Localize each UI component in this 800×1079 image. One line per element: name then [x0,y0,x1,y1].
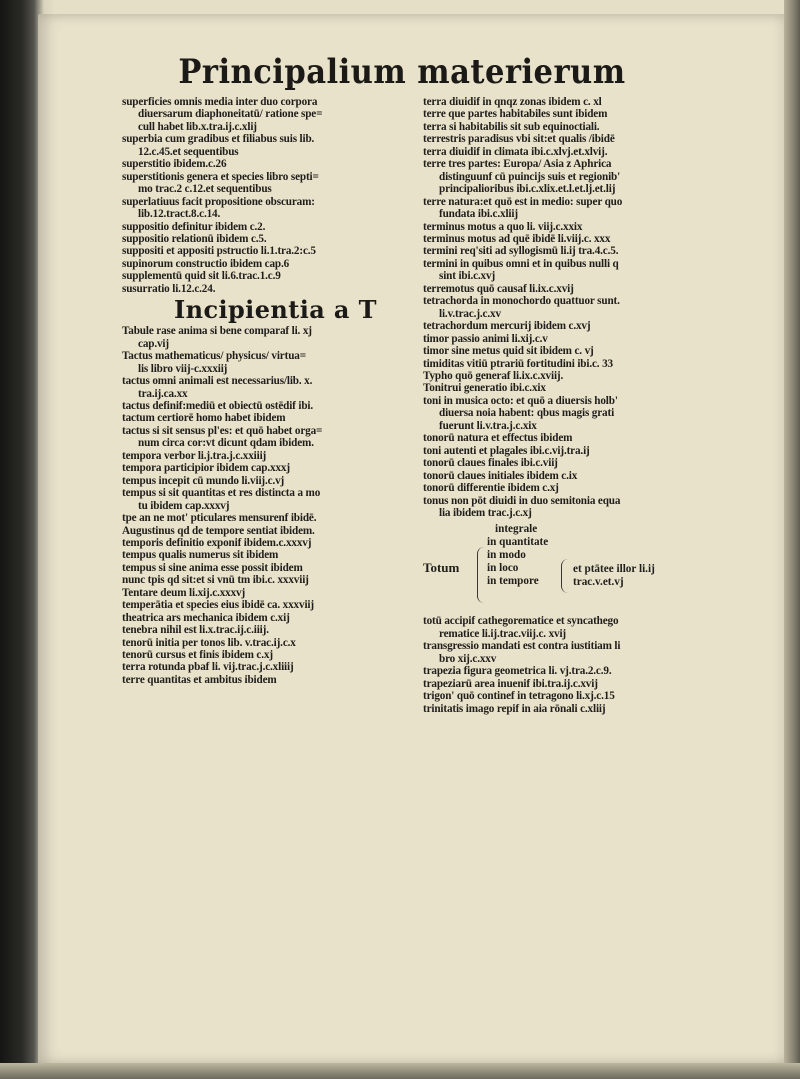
index-entry: diuersarum diaphoneitatū/ ratione spe= [138,108,323,121]
page-edge-right [784,0,800,1079]
index-entry: superbia cum gradibus et filiabus suis lib. [122,133,315,146]
index-entry: tu ibidem cap.xxxvj [138,499,230,512]
index-entry: tempus si sine anima esse possit ibidem [122,561,303,574]
index-entries-s [122,96,422,295]
index-entry: terra rotunda pbaf li. vij.trac.j.c.xliiij [122,661,294,674]
brace-term: in tempore [487,575,539,588]
index-entry: fuerunt li.v.tra.j.c.xix [439,419,537,432]
index-entry: susurratio li.12.c.24. [122,282,216,295]
index-entry: superstitio ibidem.c.26 [122,158,227,171]
index-entry: tonorū differentie ibidem c.xj [423,482,559,495]
index-entry: superficies omnis media inter duo corpora [122,96,318,108]
index-entry: terra diuidif in qnqz zonas ibidem c. xl [423,96,602,108]
brace-left-term: Totum [423,560,460,576]
index-entry: lib.12.tract.8.c.14. [138,208,221,221]
index-entry: tenebra nihil est li.x.trac.ij.c.iiij. [122,624,269,637]
brace-term: in loco [487,562,519,575]
brace-term: in modo [487,549,526,562]
index-entry: suppositio relationū ibidem c.5. [122,232,267,245]
index-entry: Typho quō generaf li.ix.c.xviij. [423,369,564,382]
index-entry: cull habet lib.x.tra.ij.c.xlij [138,120,257,133]
index-column-left [122,96,422,686]
index-entry: terrestris paradisus vbi sit:et qualis /ibidē [423,133,615,146]
index-entry: terremotus quō causaf li.ix.c.xvij [423,282,574,295]
index-entry: timor sine metus quid sit ibidem c. vj [423,345,594,358]
index-entry: tempora participior ibidem cap.xxxj [122,462,290,475]
index-entry: tonorū claues initiales ibidem c.ix [423,469,578,482]
index-entry: termini in quibus omni et in quibus nulli q [423,257,619,270]
index-entry: trapezia figura geometrica li. vj.tra.2.c.9. [423,665,612,678]
index-entry: num circa cor:vt dicunt qdam ibidem. [138,437,314,450]
brace-mark-inner [561,559,568,593]
index-entry: principalioribus ibi.c.xlix.et.l.et.lj.et.lij [439,183,616,196]
index-entry: terre que partes habitabiles sunt ibidem [423,108,608,121]
index-entry: temporis definitio exponif ibidem.c.xxxvj [122,536,312,549]
index-entry: bro xij.c.xxv [439,652,497,665]
index-entry: suppositio definitur ibidem c.2. [122,220,266,233]
index-entry: 12.c.45.et sequentibus [138,145,239,158]
index-entry: rematice li.ij.trac.viij.c. xvij [439,627,567,640]
index-entries-t [122,325,422,686]
index-entry: terre natura:et quō est in medio: super quo [423,195,623,208]
index-entries-t-continued [423,96,763,519]
index-entry: superlatiuus facit propositione obscuram: [122,195,315,208]
index-entry: tactus definif:mediū et obiectū ostēdif ibi. [122,399,314,412]
index-entry: timiditas vitiū ptrariū fortitudini ibi.c. 33 [423,357,613,370]
index-entry: nunc tpis qd sit:et si vnū tm ibi.c. xxxviij [122,574,309,587]
index-entry: temperātia et species eius ibidē ca. xxxviij [122,599,314,612]
index-entry: toni autenti et plagales ibi.c.vij.tra.ij [423,444,590,457]
index-entry: terminus motus ad quē ibidē li.viij.c. xxx [423,232,611,245]
totum-brace-table [423,523,763,613]
index-entry: terra si habitabilis sit sub equinoctiali. [423,120,600,133]
index-entry: tonorū natura et effectus ibidem [423,432,573,445]
index-entry: supplementū quid sit li.6.trac.1.c.9 [122,270,281,283]
index-entry: trapeziarū area inuenif ibi.tra.ij.c.xvij [423,677,598,690]
index-entry: Tabule rase anima si bene comparaf li. xj [122,325,312,338]
index-entry: tenorū initia per tonos lib. v.trac.ij.c.x [122,636,296,649]
index-entry: lia ibidem trac.j.c.xj [439,506,532,519]
index-entry: terre tres partes: Europa/ Asia z Aphrica [423,158,612,171]
index-entry: theatrica ars mechanica ibidem c.xij [122,611,290,624]
index-entry: mo trac.2 c.12.et sequentibus [138,183,272,196]
index-entry: superstitionis genera et species libro septi= [122,170,319,183]
page-edge-bottom [0,1063,800,1079]
brace-terms [487,523,548,588]
index-entries-t-end [423,615,763,715]
index-entry: termini req'siti ad syllogismū li.ij tra.4.c.5. [423,245,619,258]
index-entry: supinorum constructio ibidem cap.6 [122,257,290,270]
index-entry: sint ibi.c.xvj [439,270,496,283]
index-entry: tempus si sit quantitas et res distincta a mo [122,487,321,500]
index-entry: toni in musica octo: et quō a diuersis holb' [423,394,618,407]
index-entry: cap.vij [138,337,169,350]
index-entry: tetrachorda in monochordo quattuor sunt. [423,295,620,308]
brace-reference-trac: trac.v.et.vj [573,576,624,589]
brace-term: integrale [495,523,538,536]
index-entry: tempora verbor li.j.tra.j.c.xxiiij [122,449,267,462]
index-entry: Augustinus qd de tempore sentiat ibidem. [122,524,315,537]
index-entry: tempus incepit cū mundo li.viij.c.vj [122,474,285,487]
index-entry: transgressio mandati est contra iustitiam li [423,640,621,653]
index-entry: terra diuidif in climata ibi.c.xlvj.et.xlvij. [423,145,608,158]
index-entry: tonus non pōt diuidi in duo semitonia equa [423,494,621,507]
brace-reference: et ptātee illor li.ij [573,563,655,576]
section-heading: Incipientia a T [174,295,377,325]
index-entry: tpe an ne mot' pticulares mensurenf ibidē. [122,512,317,525]
index-entry: trigon' quō continef in tetragono li.xj.c.15 [423,690,615,703]
index-entry: totū accipif cathegorematice et syncathego [423,615,619,628]
index-entry: tonorū claues finales ibi.c.viij [423,457,558,470]
index-entry: timor passio animi li.xij.c.v [423,332,548,345]
index-entry: li.v.trac.j.c.xv [439,307,501,320]
index-entry: trinitatis imago repif in aia rōnali c.xliij [423,702,606,715]
index-entry: diuersa noia habent: qbus magis grati [439,407,615,420]
index-entry: tactus omni animali est necessarius/lib. x. [122,375,313,388]
index-entry: tenorū cursus et finis ibidem c.xj [122,649,273,662]
index-entry: tetrachordum mercurij ibidem c.xvj [423,320,591,333]
index-entry: Tactus mathematicus/ physicus/ virtua= [122,350,306,363]
index-entry: Tonitrui generatio ibi.c.xix [423,382,546,395]
index-entry: Tentare deum li.xij.c.xxxvj [122,586,246,599]
index-entry: terminus motus a quo li. viij.c.xxix [423,220,583,233]
index-entry: tactum certiorē homo habet ibidem [122,412,286,425]
running-head: Principalium materierum [178,52,626,92]
index-entry: tra.ij.ca.xx [138,387,188,400]
index-entry: suppositi et appositi pstructio li.1.tra.2:c.5 [122,245,316,258]
index-entry: tempus qualis numerus sit ibidem [122,549,279,562]
index-entry: fundata ibi.c.xliij [439,208,518,221]
index-column-right [423,96,763,715]
index-entry: lis libro viij-c.xxxiij [138,362,228,375]
brace-term: in quantitate [487,536,549,549]
index-entry: terre quantitas et ambitus ibidem [122,673,277,686]
index-entry: tactus si sit sensus pl'es: et quō habet orga= [122,424,323,437]
brace-mark [477,547,484,603]
index-entry: distinguunf cū puincijs suis et regionib' [439,170,621,183]
